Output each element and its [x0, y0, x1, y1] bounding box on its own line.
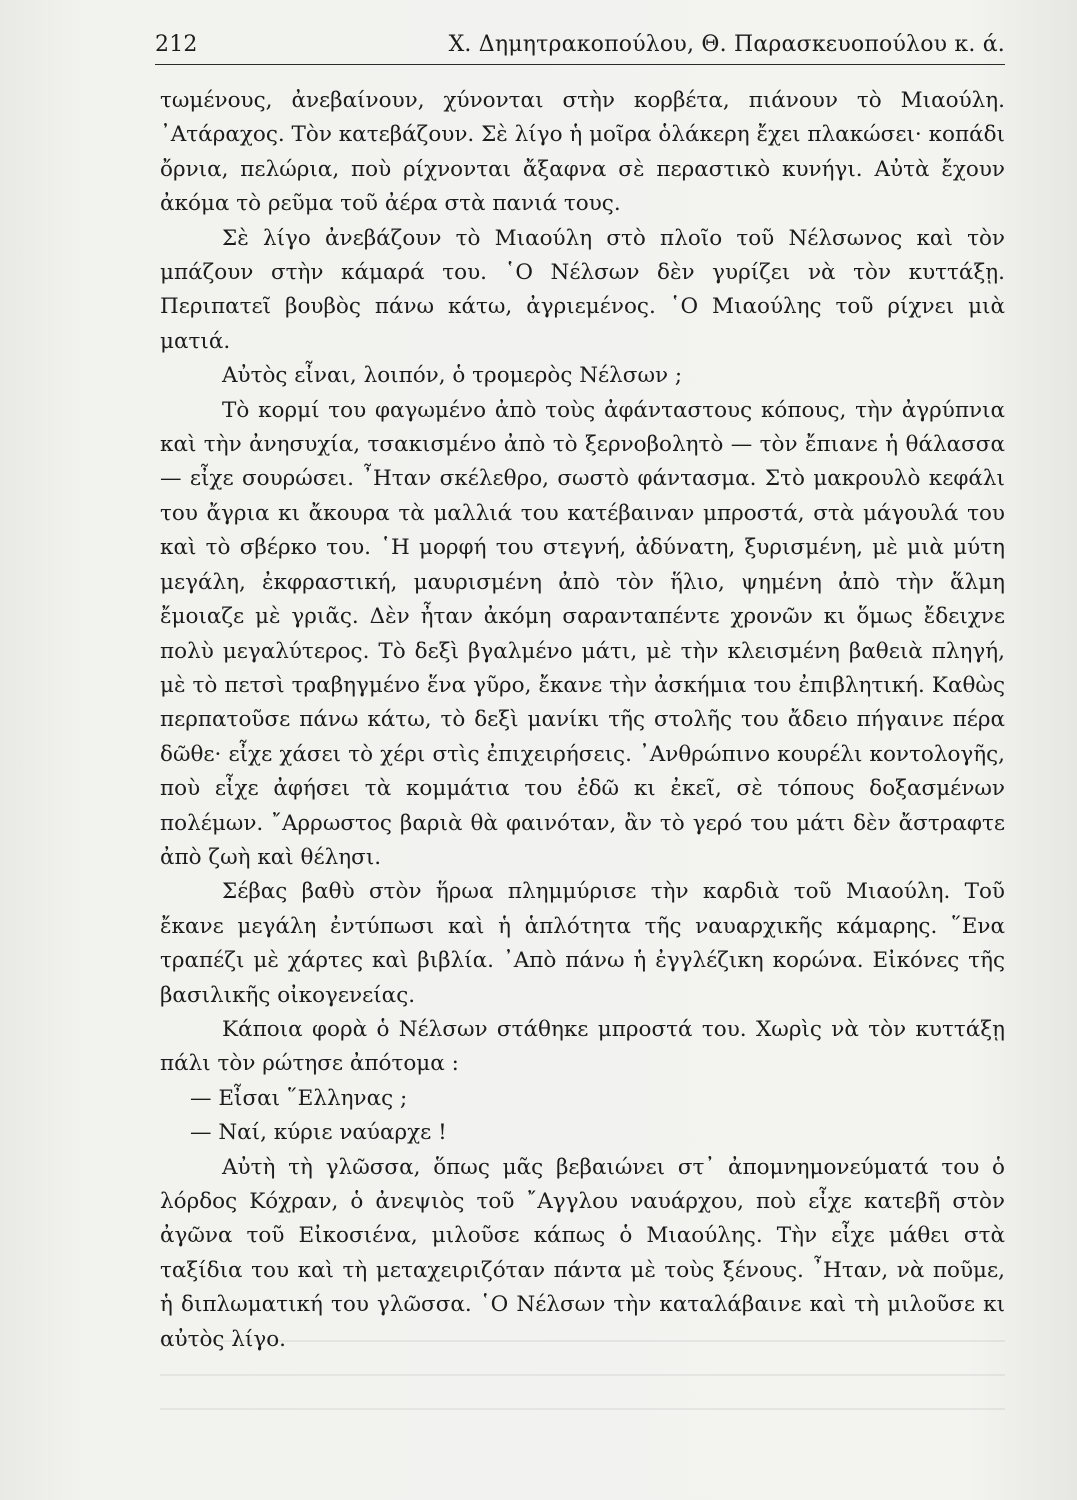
- paragraph: Τὸ κορμί του φαγωμένο ἀπὸ τοὺς ἀφάνταστους κόπους, τὴν ἀγρύπνια καὶ τὴν ἀνησυχία, τσακισμένο ἀπὸ τὸ ξερνοβολητὸ — τὸν ἔπιανε ἡ θάλασσα — εἶχε σουρώσει. ῏Ηταν σκέλεθρο, σωστὸ φάντασμα. Στὸ μακρουλὸ κεφάλι του ἄγρια κι ἄκουρα τὰ μαλλιά του κατέβαιναν μπροστά, στὰ μάγουλά του καὶ τὸ σβέρκο του. ῾Η μορφή του στεγνή, ἀδύνατη, ξυρισμένη, μὲ μιὰ μύτη μεγάλη, ἐκφραστική, μαυρισμένη ἀπὸ τὸν ἥλιο, ψημένη ἀπὸ τὴν ἅλμη ἔμοιαζε μὲ γριᾶς. Δὲν ἦταν ἀκόμη σαρανταπέντε χρονῶν κι ὅμως ἔδειχνε πολὺ μεγαλύτερος. Τὸ δεξὶ βγαλμένο μάτι, μὲ τὴν κλεισμένη βαθειὰ πληγή, μὲ τὸ πετσὶ τραβηγμένο ἕνα γῦρο, ἔκανε τὴν ἀσκήμια του ἐπιβλητική. Καθὼς περπατοῦσε πάνω κάτω, τὸ δεξὶ μανίκι τῆς στολῆς του ἄδειο πήγαινε πέρα δῶθε· εἶχε χάσει τὸ χέρι στὶς ἐπιχειρήσεις. ᾿Ανθρώπινο κουρέλι κοντολογῆς, ποὺ εἶχε ἀφήσει τὰ κομμάτια του ἐδῶ κι ἐκεῖ, σὲ τόπους δοξασμένων πολέμων. ῎Αρρωστος βαριὰ θὰ φαινόταν, ἂν τὸ γερό του μάτι δὲν ἄστραφτε ἀπὸ ζωὴ καὶ θέλησι.: [160, 397, 1005, 870]
- paragraph: Σὲ λίγο ἀνεβάζουν τὸ Μιαούλη στὸ πλοῖο τοῦ Νέλσωνος καὶ τὸν μπάζουν στὴν κάμαρά του. ῾Ο Νέλσων δὲν γυρίζει νὰ τὸν κυττάξῃ. Περιπατεῖ βουβὸς πάνω κάτω, ἀγριεμένος. ῾Ο Μιαούλης τοῦ ρίχνει μιὰ ματιά.: [160, 225, 1005, 354]
- page-header: [155, 30, 1005, 64]
- paragraph: Κάποια φορὰ ὁ Νέλσων στάθηκε μπροστά του. Χωρὶς νὰ τὸν κυττάξῃ πάλι τὸν ρώτησε ἀπότομα :: [160, 1016, 1005, 1077]
- paragraph: Σέβας βαθὺ στὸν ἥρωα πλημμύρισε τὴν καρδιὰ τοῦ Μιαούλη. Τοῦ ἔκανε μεγάλη ἐντύπωσι καὶ ἡ ἁπλότητα τῆς ναυαρχικῆς κάμαρης. ῞Ενα τραπέζι μὲ χάρτες καὶ βιβλία. ᾿Απὸ πάνω ἡ ἐγγλέζικη κορώνα. Εἰκόνες τῆς βασιλικῆς οἰκογενείας.: [160, 879, 1005, 1008]
- dialog-line: — Ναί, κύριε ναύαρχε !: [190, 1120, 447, 1146]
- paragraph: Αὐτὴ τὴ γλῶσσα, ὅπως μᾶς βεβαιώνει στ᾿ ἀπομνημονεύματά του ὁ λόρδος Κόχραν, ὁ ἀνεψιὸς τοῦ ῎Αγγλου ναυάρχου, ποὺ εἶχε κατεβῆ στὸν ἀγῶνα τοῦ Εἰκοσιένα, μιλοῦσε κάπως ὁ Μιαούλης. Τὴν εἶχε μάθει στὰ ταξίδια του καὶ τὴ μεταχειριζόταν πάντα μὲ τοὺς ξένους. ῏Ηταν, νὰ ποῦμε, ἡ διπλωματική του γλῶσσα. ῾Ο Νέλσων τὴν καταλάβαινε καὶ τὴ μιλοῦσε κι αὐτὸς λίγο.: [160, 1154, 1005, 1352]
- body-text: [160, 84, 1005, 1357]
- header-rule: [155, 64, 1005, 65]
- paragraph-continued: τωμένους, ἀνεβαίνουν, χύνονται στὴν κορβέτα, πιάνουν τὸ Μιαούλη. ᾿Ατάραχος. Τὸν κατεβάζουν. Σὲ λίγο ἡ μοῖρα ὁλάκερη ἔχει πλακώσει· κοπάδι ὄρνια, πελώρια, ποὺ ρίχνονται ἄξαφνα σὲ περαστικὸ κυνήγι. Αὐτὰ ἔχουν ἀκόμα τὸ ρεῦμα τοῦ ἀέρα στὰ πανιά τους.: [160, 88, 1005, 217]
- paragraph: Αὐτὸς εἶναι, λοιπόν, ὁ τρομερὸς Νέλσων ;: [222, 363, 683, 389]
- running-title: Χ. Δημητρακοπούλου, Θ. Παρασκευοπούλου κ. ά.: [448, 32, 1005, 57]
- show-through-texture: [160, 1340, 1005, 1410]
- dialog-line: — Εἶσαι ῞Ελληνας ;: [190, 1085, 408, 1111]
- page-number: 212: [155, 32, 198, 57]
